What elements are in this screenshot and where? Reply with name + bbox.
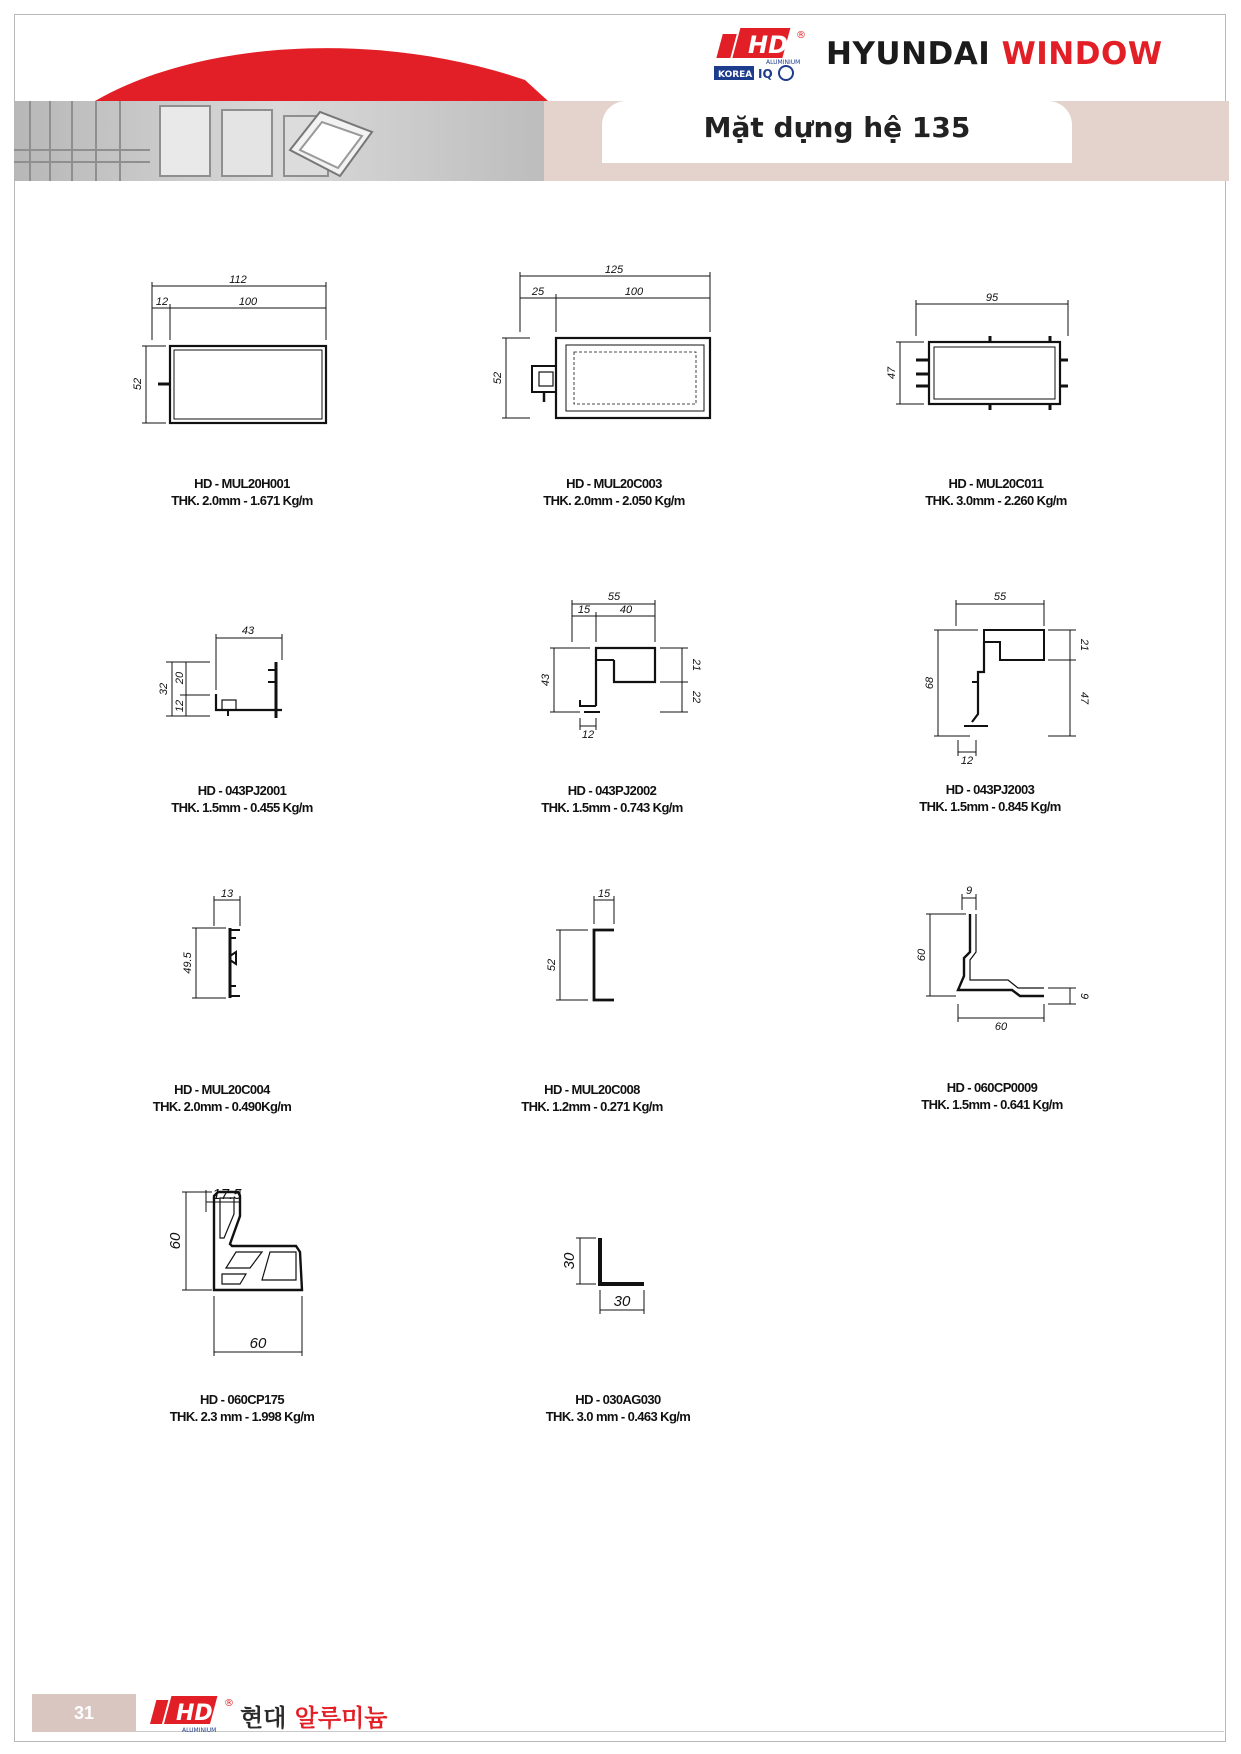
svg-text:20: 20 xyxy=(174,671,186,685)
svg-text:13: 13 xyxy=(220,888,234,900)
profile-caption xyxy=(846,475,1146,509)
brand-name: HYUNDAI WINDOW xyxy=(826,36,1163,72)
svg-text:12: 12 xyxy=(581,729,595,741)
svg-text:30: 30 xyxy=(561,1252,578,1270)
profile-code: HD - MUL20C008 xyxy=(544,1082,640,1097)
profile-code: HD - MUL20H001 xyxy=(194,476,290,491)
profile-code: HD - 043PJ2001 xyxy=(197,783,287,798)
svg-text:®: ® xyxy=(796,30,806,41)
profile-spec: THK. 1.5mm - 0.455 Kg/m xyxy=(171,800,313,815)
profile-caption xyxy=(462,782,762,816)
svg-text:21: 21 xyxy=(690,658,702,672)
footer-korean-brand: 현대 알루미늄 xyxy=(240,1704,388,1732)
profile-caption xyxy=(92,1391,392,1425)
svg-text:KOREA: KOREA xyxy=(718,70,753,80)
svg-text:12: 12 xyxy=(174,699,186,713)
svg-text:125: 125 xyxy=(604,264,624,276)
profile-spec: THK. 2.0mm - 0.490Kg/m xyxy=(152,1099,292,1114)
svg-text:112: 112 xyxy=(229,274,247,286)
svg-text:IQ: IQ xyxy=(758,67,773,81)
svg-text:43: 43 xyxy=(241,625,255,637)
drawing-043pj2002 xyxy=(550,600,688,730)
drawing-043pj2003 xyxy=(934,600,1076,756)
profile-caption xyxy=(72,1081,372,1115)
profile-spec: THK. 2.3 mm - 1.998 Kg/m xyxy=(169,1409,315,1424)
drawing-mul20c004 xyxy=(192,896,240,998)
svg-text:52: 52 xyxy=(492,371,504,385)
svg-text:43: 43 xyxy=(540,673,552,687)
svg-text:49.5: 49.5 xyxy=(182,952,194,974)
svg-text:60: 60 xyxy=(249,1335,267,1352)
profile-code: HD - MUL20C004 xyxy=(174,1082,270,1097)
profile-code: HD - MUL20C011 xyxy=(948,476,1044,491)
svg-text:100: 100 xyxy=(238,296,258,308)
svg-text:12: 12 xyxy=(960,755,974,767)
dimension-labels-large xyxy=(167,1186,631,1352)
profile-spec: THK. 1.5mm - 0.743 Kg/m xyxy=(541,800,683,815)
profile-spec: THK. 1.5mm - 0.641 Kg/m xyxy=(921,1097,1063,1112)
drawing-030ag030 xyxy=(576,1238,644,1314)
drawing-mul20c011 xyxy=(896,300,1068,410)
profile-caption xyxy=(92,782,392,816)
svg-text:9: 9 xyxy=(1078,992,1090,1000)
svg-text:ALUMINIUM: ALUMINIUM xyxy=(182,1727,217,1734)
svg-text:ALUMINIUM: ALUMINIUM xyxy=(766,59,801,66)
footer-hd-logo xyxy=(146,1694,242,1738)
svg-text:52: 52 xyxy=(132,377,144,391)
svg-text:22: 22 xyxy=(690,690,702,704)
profile-caption xyxy=(842,1079,1142,1113)
profile-caption xyxy=(464,475,764,509)
svg-text:15: 15 xyxy=(597,888,611,900)
svg-text:30: 30 xyxy=(613,1293,631,1310)
svg-text:68: 68 xyxy=(924,676,936,690)
svg-text:55: 55 xyxy=(993,591,1007,603)
profile-spec: THK. 3.0 mm - 0.463 Kg/m xyxy=(545,1409,691,1424)
svg-text:®: ® xyxy=(224,1698,234,1709)
profile-caption xyxy=(92,475,392,509)
svg-text:52: 52 xyxy=(546,958,558,972)
svg-text:40: 40 xyxy=(619,604,633,616)
svg-text:17.5: 17.5 xyxy=(212,1186,242,1203)
drawing-060cp175 xyxy=(182,1190,302,1356)
svg-text:12: 12 xyxy=(155,296,169,308)
svg-text:47: 47 xyxy=(1078,691,1090,705)
svg-text:9: 9 xyxy=(965,885,973,897)
svg-text:60: 60 xyxy=(167,1232,184,1250)
svg-text:15: 15 xyxy=(577,604,591,616)
svg-text:HD: HD xyxy=(176,1701,213,1726)
svg-text:21: 21 xyxy=(1078,638,1090,652)
profile-code: HD - MUL20C003 xyxy=(566,476,662,491)
drawing-060cp0009 xyxy=(926,894,1076,1022)
profile-code: HD - 060CP0009 xyxy=(946,1080,1038,1095)
page-number: 31 xyxy=(32,1694,136,1732)
svg-text:55: 55 xyxy=(607,591,621,603)
profile-spec: THK. 1.5mm - 0.845 Kg/m xyxy=(919,799,1061,814)
profile-spec: THK. 1.2mm - 0.271 Kg/m xyxy=(521,1099,663,1114)
profile-code: HD - 043PJ2002 xyxy=(567,783,657,798)
profile-caption xyxy=(468,1391,768,1425)
profile-caption xyxy=(840,781,1140,815)
svg-text:95: 95 xyxy=(985,292,999,304)
svg-text:100: 100 xyxy=(624,286,644,298)
page-title: Mặt dựng hệ 135 xyxy=(703,111,971,144)
svg-text:60: 60 xyxy=(994,1021,1008,1033)
profile-code: HD - 030AG030 xyxy=(575,1392,661,1407)
profile-caption xyxy=(442,1081,742,1115)
profile-spec: THK. 2.0mm - 1.671 Kg/m xyxy=(171,493,313,508)
svg-text:25: 25 xyxy=(531,286,545,298)
svg-text:HD: HD xyxy=(748,31,789,59)
svg-text:60: 60 xyxy=(916,948,928,962)
drawing-mul20c008 xyxy=(556,896,614,1000)
profile-code: HD - 060CP175 xyxy=(200,1392,284,1407)
svg-text:32: 32 xyxy=(158,682,170,696)
svg-text:47: 47 xyxy=(886,366,898,380)
profile-spec: THK. 2.0mm - 2.050 Kg/m xyxy=(543,493,685,508)
drawing-mul20h001 xyxy=(142,282,326,423)
profile-spec: THK. 3.0mm - 2.260 Kg/m xyxy=(925,493,1067,508)
profile-code: HD - 043PJ2003 xyxy=(945,782,1035,797)
